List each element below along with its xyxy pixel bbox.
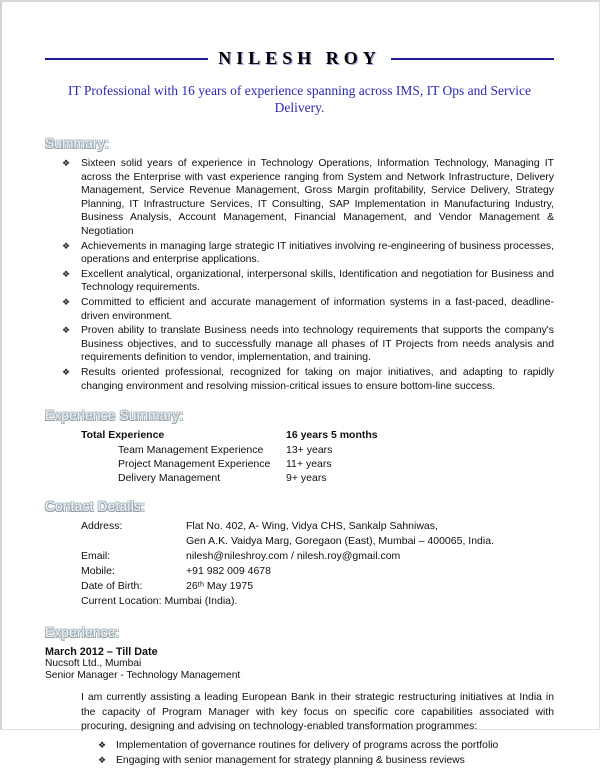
job-bullet-text: Implementation of governance routines for delivery of programs across the portfolio: [116, 740, 499, 751]
summary-bullet-item: [45, 240, 554, 267]
summary-bullet-item: [45, 366, 554, 393]
job-intro-paragraph: I am currently assisting a leading European Bank in their strategic restructuring initiatives at India in the capacity of Program Manager with key focus on specific core capabilities associated with procuring, designing and advising on technology-enabled transformation programmes:: [81, 692, 554, 733]
summary-bullet-text: Proven ability to translate Business needs into technology requirements that supports the company's Business objectives, and to successfully manage all phases of IT Projects from needs analysis and requirements definition to vendor, implementation, and training.: [81, 325, 554, 364]
summary-bullet-item: [45, 324, 554, 365]
contact-value: nilesh@nileshroy.com / nilesh.roy@gmail.com: [186, 549, 401, 562]
diamond-bullet-icon: ❖: [62, 366, 71, 377]
contact-row: [45, 534, 554, 549]
experience-summary-row: [45, 457, 554, 471]
contact-row: [45, 519, 554, 534]
experience-summary-row: [45, 428, 554, 442]
contact-row: [45, 579, 554, 594]
header-rule-right: [391, 58, 554, 60]
diamond-bullet-icon: ❖: [62, 296, 71, 307]
contact-label: Mobile:: [81, 564, 115, 577]
job-date-range: March 2012 – Till Date: [45, 645, 158, 658]
summary-bullet-text: Sixteen solid years of experience in Technology Operations, Information Technology, Managing IT across the Enterprise with vast experience ranging from System and Network Infrastructure, Delivery Management, Service Revenue Management, Gross Margin profitability, Service Delivery, Strategy Planning, IT Infrastructure Services, IT Consulting, SAP Implementation in Manufacturing Industry, Business Analysis, Account Management, Financial Management, and Vendor Management & Negotiation: [81, 158, 554, 237]
contact-row: [45, 549, 554, 564]
summary-bullet-item: [45, 157, 554, 239]
job-header: [45, 647, 554, 682]
contact-label: Email:: [81, 549, 111, 562]
diamond-bullet-icon: ❖: [62, 268, 71, 279]
contact-value: +91 982 009 4678: [186, 564, 271, 577]
contact-table: [45, 519, 554, 594]
summary-bullet-text: Results oriented professional, recognized for taking on major initiatives, and adapting to rapidly changing environment and resolving mission-critical issues to ensure bottom-line success.: [81, 366, 554, 392]
candidate-name: NILESH ROY: [218, 48, 381, 68]
contact-value: Gen A.K. Vaidya Marg, Goregaon (East), Mumbai – 400065, India.: [186, 534, 494, 547]
experience-summary-label: Total Experience: [81, 429, 165, 442]
experience-summary-value: 9+ years: [286, 472, 327, 485]
contact-details-heading: Contact Details:: [45, 498, 146, 514]
job-company: Nucsoft Ltd., Mumbai: [45, 658, 142, 670]
experience-summary-row: [45, 471, 554, 485]
experience-summary-value: 13+ years: [286, 443, 333, 456]
diamond-bullet-icon: ❖: [98, 755, 107, 765]
experience-summary-value: 11+ years: [286, 457, 332, 470]
experience-summary-label: Project Management Experience: [118, 457, 271, 470]
job-bullet-item: [98, 753, 554, 768]
contact-label: Address:: [81, 519, 123, 532]
job-title: Senior Manager - Technology Management: [45, 669, 241, 681]
diamond-bullet-icon: ❖: [62, 158, 71, 168]
experience-summary-heading: Experience Summary:: [45, 408, 184, 424]
diamond-bullet-icon: ❖: [62, 325, 71, 336]
experience-summary-row: [45, 443, 554, 457]
contact-label: Date of Birth:: [81, 579, 143, 592]
experience-summary-table: [45, 428, 554, 486]
job-bullet-item: [98, 738, 554, 753]
job-bullet-text: Engaging with senior management for strategy planning & business reviews: [116, 755, 465, 766]
diamond-bullet-icon: ❖: [62, 240, 71, 251]
summary-bullet-item: [45, 268, 554, 295]
current-location: Current Location: Mumbai (India).: [81, 594, 238, 607]
contact-row: [45, 564, 554, 579]
summary-heading: Summary:: [45, 136, 109, 151]
summary-bullet-text: Achievements in managing large strategic IT initiatives involving re-engineering of business processes, operations and enterprise applications.: [81, 240, 554, 266]
job-bullet-list: [45, 738, 554, 768]
header-rule-left: [45, 58, 208, 60]
contact-value: 26ᵗʰ May 1975: [186, 579, 254, 592]
diamond-bullet-icon: ❖: [98, 740, 107, 750]
summary-bullet-text: Committed to efficient and accurate management of information systems in a fast-paced, deadline-driven environment.: [81, 296, 554, 322]
summary-bullet-text: Excellent analytical, organizational, interpersonal skills, Identification and negotiation for Business and Technology requirements.: [81, 268, 554, 294]
experience-summary-value: 16 years 5 months: [286, 429, 378, 442]
header: [45, 48, 554, 69]
experience-summary-label: Team Management Experience: [118, 443, 264, 456]
contact-label: [45, 534, 186, 549]
summary-list: [45, 157, 554, 393]
experience-summary-label: Delivery Management: [118, 472, 221, 485]
experience-heading: Experience:: [45, 624, 120, 640]
contact-value: Flat No. 402, A- Wing, Vidya CHS, Sankalp Sahniwas,: [186, 519, 438, 532]
summary-bullet-item: [45, 296, 554, 323]
tagline: IT Professional with 16 years of experience spanning across IMS, IT Ops and Service Delivery.: [68, 83, 531, 115]
